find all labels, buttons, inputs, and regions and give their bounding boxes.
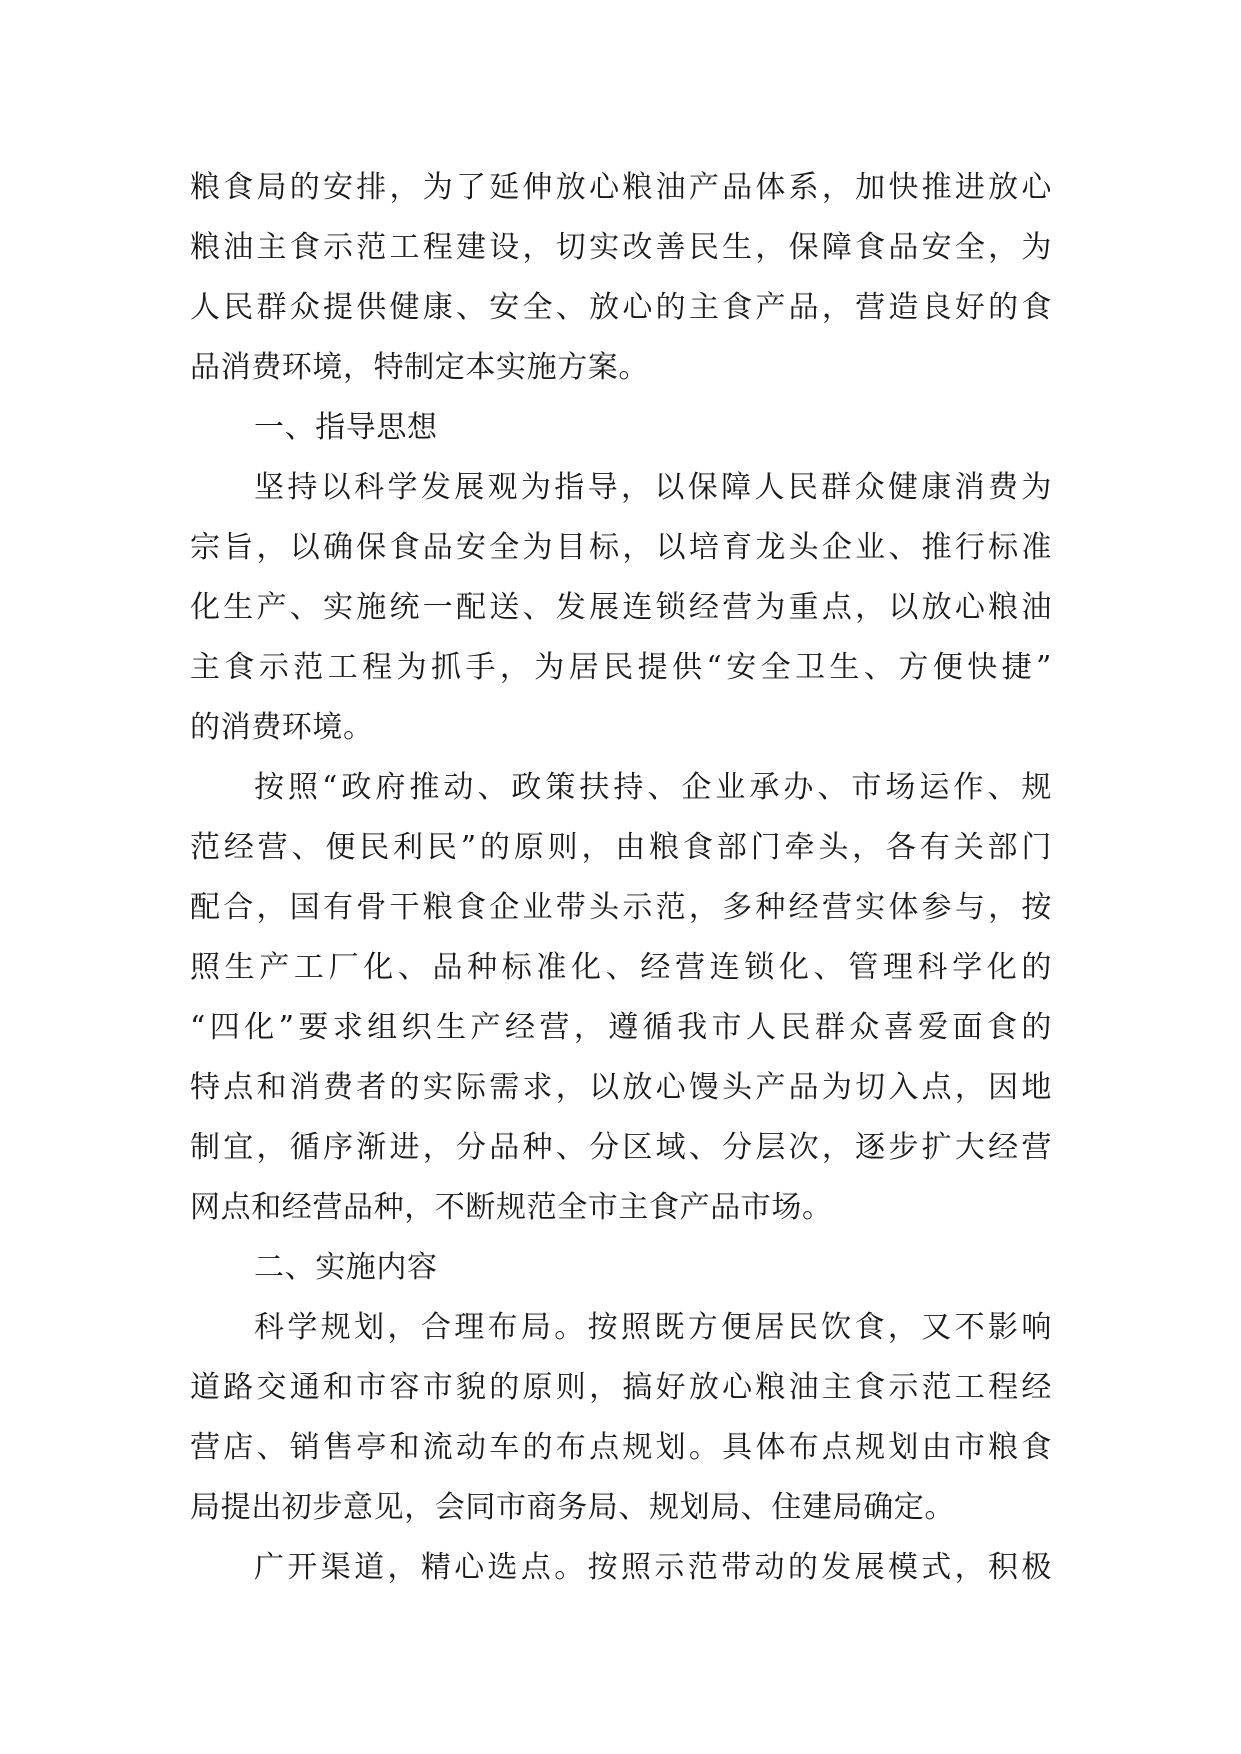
text-line: 网点和经营品种，不断规范全市主食产品市场。 [190, 1190, 833, 1225]
text-line: 局提出初步意见，会同市商务局、规划局、住建局确定。 [190, 1490, 955, 1525]
text-line: 按照“政府推动、政策扶持、企业承办、市场运作、规 [254, 770, 1052, 805]
text-line: 特点和消费者的实际需求，以放心馒头产品为切入点，因地 [190, 1070, 1052, 1105]
section-heading: 二、实施内容 [254, 1250, 438, 1285]
text-line: 范经营、便民利民”的原则，由粮食部门牵头，各有关部门 [190, 830, 1052, 865]
text-line: 化生产、实施统一配送、发展连锁经营为重点，以放心粮油 [190, 590, 1052, 625]
text-line: 粮食局的安排，为了延伸放心粮油产品体系，加快推进放心 [190, 170, 1052, 205]
text-line: 制宜，循序渐进，分品种、分区域、分层次，逐步扩大经营 [190, 1130, 1052, 1165]
text-line: 广开渠道，精心选点。按照示范带动的发展模式，积极 [254, 1550, 1052, 1585]
text-line: 营店、销售亭和流动车的布点规划。具体布点规划由市粮食 [190, 1430, 1052, 1465]
text-line: 粮油主食示范工程建设，切实改善民生，保障食品安全，为 [190, 230, 1052, 265]
text-line: “四化”要求组织生产经营，遵循我市人民群众喜爱面食的 [190, 1010, 1052, 1045]
text-line: 主食示范工程为抓手，为居民提供“安全卫生、方便快捷” [190, 650, 1052, 685]
document-page [190, 158, 1052, 1598]
text-line: 配合，国有骨干粮食企业带头示范，多种经营实体参与，按 [190, 890, 1052, 925]
text-line: 坚持以科学发展观为指导，以保障人民群众健康消费为 [254, 470, 1052, 505]
text-line: 科学规划，合理布局。按照既方便居民饮食，又不影响 [254, 1310, 1052, 1345]
section-heading: 一、指导思想 [254, 410, 438, 445]
text-line: 的消费环境。 [190, 710, 374, 745]
text-line: 道路交通和市容市貌的原则，搞好放心粮油主食示范工程经 [190, 1370, 1052, 1405]
text-line: 照生产工厂化、品种标准化、经营连锁化、管理科学化的 [190, 950, 1052, 985]
text-line: 宗旨，以确保食品安全为目标，以培育龙头企业、推行标准 [190, 530, 1052, 565]
text-line: 人民群众提供健康、安全、放心的主食产品，营造良好的食 [190, 290, 1052, 325]
text-line: 品消费环境，特制定本实施方案。 [190, 350, 649, 385]
